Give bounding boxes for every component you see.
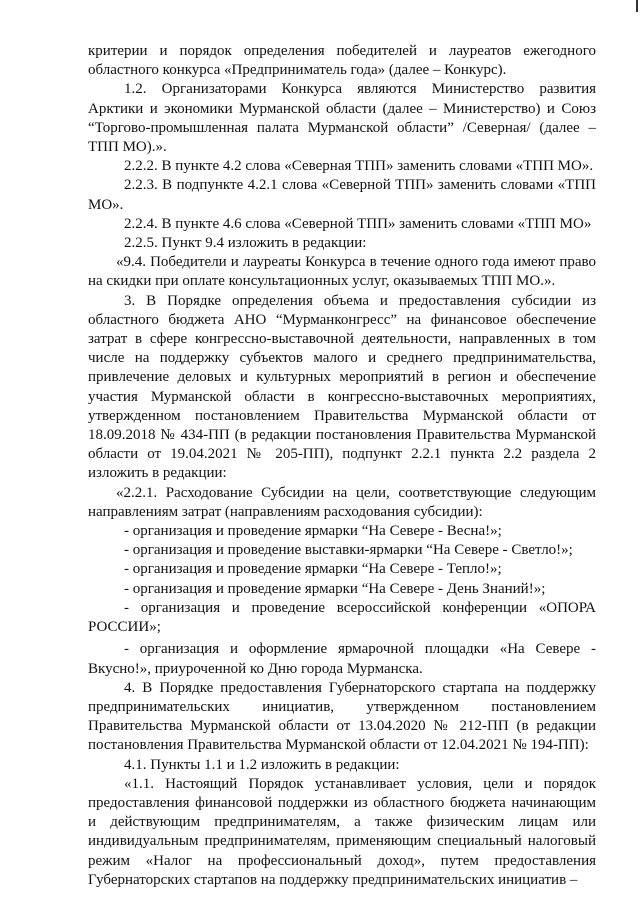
paragraph-4: 4. В Порядке предоставления Губернаторского стартапа на поддержку предпринимательских инициатив, утвержденном постановлением Правительства Мурманской области от 13.04.2020 № 212-ПП (в редакции постановления Правительства Мурманской области от 12.04.2021 № 194-ПП): [88,679,596,754]
list-item-opora: - организация и проведение всероссийской конференции «ОПОРА РОССИИ»; [88,599,596,636]
paragraph-2-2-3: 2.2.3. В подпункте 4.2.1 слова «Северной ТПП» заменить словами «ТПП МО». [88,177,596,213]
list-item-svetlo: - организация и проведение выставки-ярмарки “На Севере - Светло!»; [124,542,573,559]
paragraph-2-2-5: 2.2.5. Пункт 9.4 изложить в редакции: [124,235,367,252]
paragraph-4-1: 4.1. Пункты 1.1 и 1.2 изложить в редакции: [124,756,400,773]
list-item-vesna: - организация и проведение ярмарки “На Севере - Весна!»; [124,523,502,540]
document-body [88,42,596,890]
paragraph-9-4: «9.4. Победители и лауреаты Конкурса в течение одного года имеют право на скидки при оплате консультационных услуг, оказываемых ТПП МО.». [88,254,596,290]
list-item-teplo: - организация и проведение ярмарки “На Севере - Тепло!»; [124,561,502,578]
paragraph-continuation: критерии и порядок определения победителей и лауреатов ежегодного областного конкурса «Предприниматель года» (далее – Конкурс). [88,43,596,79]
paragraph-2-2-2: 2.2.2. В пункте 4.2 слова «Северная ТПП» заменить словами «ТПП МО». [124,158,594,175]
paragraph-1-2: 1.2. Организаторами Конкурса являются Министерство развития Арктики и экономики Мурманской области (далее – Министерство) и Союз “Торгово-промышленная палата Мурманской области” /Северная/ (далее – ТПП МО).». [88,81,596,156]
paragraph-3: 3. В Порядке определения объема и предоставления субсидии из областного бюджета АНО “Мурманконгресс” на финансовое обеспечение затрат в сфере конгрессно-выставочной деятельности, направленных в том числе на поддержку субъектов малого и среднего предпринимательства, привлечение деловых и культурных мероприятий в регион и обеспечение участия Мурманской области в конгрессно-выставочных мероприятиях, утвержденном постановлением Правительства Мурманской области от 18.09.2018 № 434-ПП (в редакции постановления Правительства Мурманской области от 19.04.2021 № 205-ПП), подпункт 2.2.1 пункта 2.2 раздела 2 изложить в редакции: [88,292,596,482]
scan-edge-mark [636,0,638,12]
paragraph-1-1: «1.1. Настоящий Порядок устанавливает условия, цели и порядок предоставления финансовой поддержки из областного бюджета начинающим и действующим предпринимателям, а также физическим лицам или индивидуальным предпринимателям, применяющим специальный налоговый режим «Налог на профессиональный доход», путем предоставления Губернаторских стартапов на поддержку предпринимательских инициатив – [88,775,596,888]
list-item-vkusno: - организация и оформление ярмарочной площадки «На Севере - Вкусно!», приуроченной ко Дню города Мурманска. [88,641,596,677]
list-item-den-znaniy: - организация и проведение ярмарки “На Севере - День Знаний!»; [124,580,546,597]
paragraph-2-2-4: 2.2.4. В пункте 4.6 слова «Северной ТПП» заменить словами «ТПП МО» [124,215,592,232]
paragraph-2-2-1: «2.2.1. Расходование Субсидии на цели, соответствующие следующим направлениям затрат (направлениям расходования субсидии): [88,484,596,520]
